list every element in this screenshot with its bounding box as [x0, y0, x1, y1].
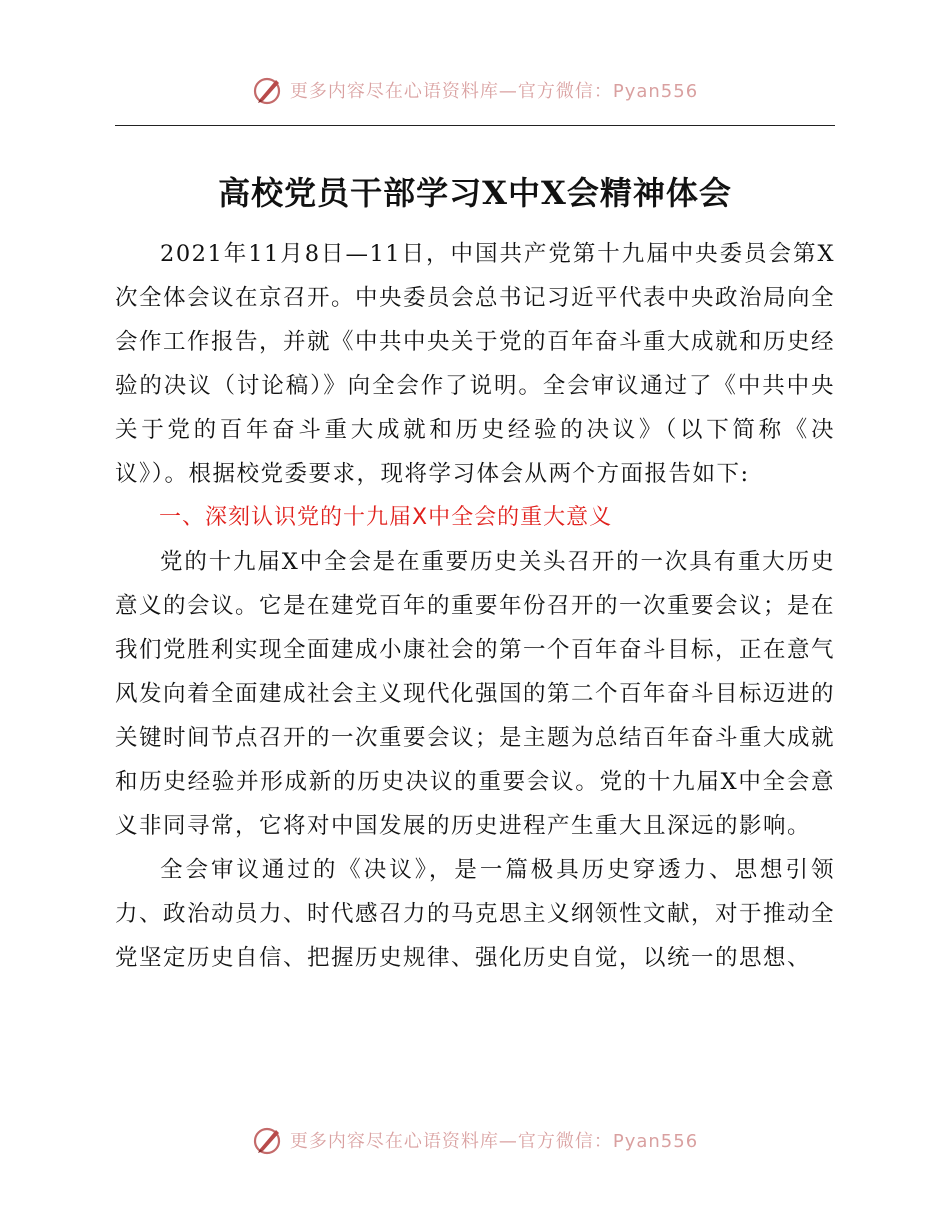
watermark-top	[0, 70, 950, 110]
section-heading: 一、深刻认识党的十九届X中全会的重大意义	[159, 505, 613, 530]
watermark-text: 更多内容尽在心语资料库—官方微信：Pyan556	[289, 81, 699, 102]
document-body	[115, 232, 835, 980]
header-rule	[115, 125, 835, 126]
watermark-bottom	[0, 1120, 950, 1160]
paragraph-significance: 党的十九届X中全会是在重要历史关头召开的一次具有重大历史意义的会议。它是在建党百年的重要年份召开的一次重要会议；是在我们党胜利实现全面建成小康社会的第一个百年奋斗目标，正在意气风发向着全面建成社会主义现代化强国的第二个百年奋斗目标迈进的关键时间节点召开的一次重要会议；是主题为总结百年奋斗重大成就和历史经验并形成新的历史决议的重要会议。党的十九届X中全会意义非同寻常，它将对中国发展的历史进程产生重大且深远的影响。	[115, 549, 836, 839]
paragraph-intro: 2021年11月8日—11日，中国共产党第十九届中央委员会第X次全体会议在京召开。中央委员会总书记习近平代表中央政治局向全会作工作报告，并就《中共中央关于党的百年奋斗重大成就和历史经验的决议（讨论稿）》向全会作了说明。全会审议通过了《中共中央关于党的百年奋斗重大成就和历史经验的决议》（以下简称《决议》）。根据校党委要求，现将学习体会从两个方面报告如下:	[115, 241, 836, 487]
watermark-text: 更多内容尽在心语资料库—官方微信：Pyan556	[289, 1131, 699, 1152]
document-title: 高校党员干部学习X中X会精神体会	[218, 174, 732, 212]
paragraph-resolution: 全会审议通过的《决议》，是一篇极具历史穿透力、思想引领力、政治动员力、时代感召力的马克思主义纲领性文献，对于推动全党坚定历史自信、把握历史规律、强化历史自觉，以统一的思想、	[115, 857, 836, 971]
quill-logo-icon	[252, 1124, 284, 1156]
quill-logo-icon	[252, 74, 284, 106]
